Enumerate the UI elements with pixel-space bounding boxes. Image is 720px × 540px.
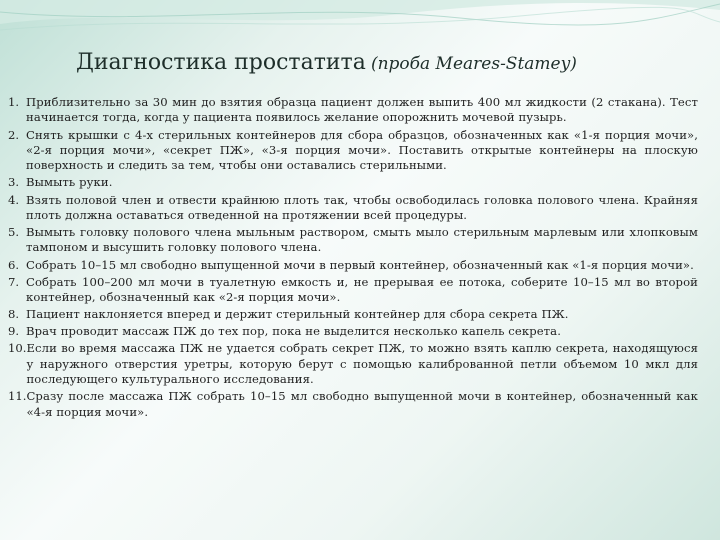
procedure-step [8,193,698,224]
step-number: 10. [8,341,27,356]
procedure-step [8,128,698,174]
procedure-step [8,225,698,256]
procedure-step [8,307,698,322]
step-text: Если во время массажа ПЖ не удается собрать секрет ПЖ, то можно взять каплю секрета, находящуюся у наружного отверстия уретры, которую берут с помощью калиброванной петли объемом 10 мкл для последующего культурального исследования. [26,341,698,387]
decorative-waves [0,0,720,40]
title-subtitle: (проба Meares-Stamey) [370,54,577,74]
procedure-step [8,275,698,306]
step-text: Пациент наклоняется вперед и держит стерильный контейнер для сбора секрета ПЖ. [26,307,569,322]
procedure-step [8,341,698,387]
step-number: 11. [8,389,27,404]
procedure-step [8,95,698,126]
step-number: 8. [8,307,20,322]
slide-title [76,50,696,75]
procedure-step [8,175,698,190]
step-number: 3. [8,175,20,190]
step-text: Врач проводит массаж ПЖ до тех пор, пока не выделится несколько капель секрета. [26,324,561,339]
procedure-step [8,324,698,339]
step-text: Взять половой член и отвести крайнюю плоть так, чтобы освободилась головка полового члена. Крайняя плоть должна оставаться отведенной на протяжении всей процедуры. [26,192,698,222]
step-number: 4. [8,192,20,207]
step-text: Вымыть головку полового члена мыльным раствором, смыть мыло стерильным марлевым или хлопковым тампоном и высушить головку полового члена. [26,225,698,255]
step-text: Собрать 10–15 мл свободно выпущенной мочи в первый контейнер, обозначенный как «1-я порция мочи». [26,257,694,272]
step-number: 5. [8,225,20,239]
step-text: Сразу после массажа ПЖ собрать 10–15 мл свободно выпущенной мочи в контейнер, обозначенный как «4-я порция мочи». [26,389,698,419]
procedure-step [8,258,698,273]
step-number: 6. [8,257,20,272]
step-number: 7. [8,274,20,289]
procedure-steps [8,95,698,422]
step-text: Вымыть руки. [26,175,113,190]
step-number: 9. [8,324,20,339]
step-text: Собрать 100–200 мл мочи в туалетную емкость и, не прерывая ее потока, соберите 10–15 мл во второй контейнер, обозначенный как «2-я порция мочи». [26,274,698,304]
step-number: 1. [8,95,20,109]
step-number: 2. [8,127,20,142]
procedure-step [8,389,698,420]
step-text: Снять крышки с 4-х стерильных контейнеров для сбора образцов, обозначенных как «1-я порция мочи», «2-я порция мочи», «секрет ПЖ», «3-я порция мочи». Поставить открытые контейнеры на плоскую поверхность и следить за тем, чтобы они оставались стерильными. [26,127,698,173]
step-text: Приблизительно за 30 мин до взятия образца пациент должен выпить 400 мл жидкости (2 стакана). Тест начинается тогда, когда у пациента появилось желание опорожнить мочевой пузырь. [26,95,698,125]
title-main: Диагностика простатита [76,50,366,75]
